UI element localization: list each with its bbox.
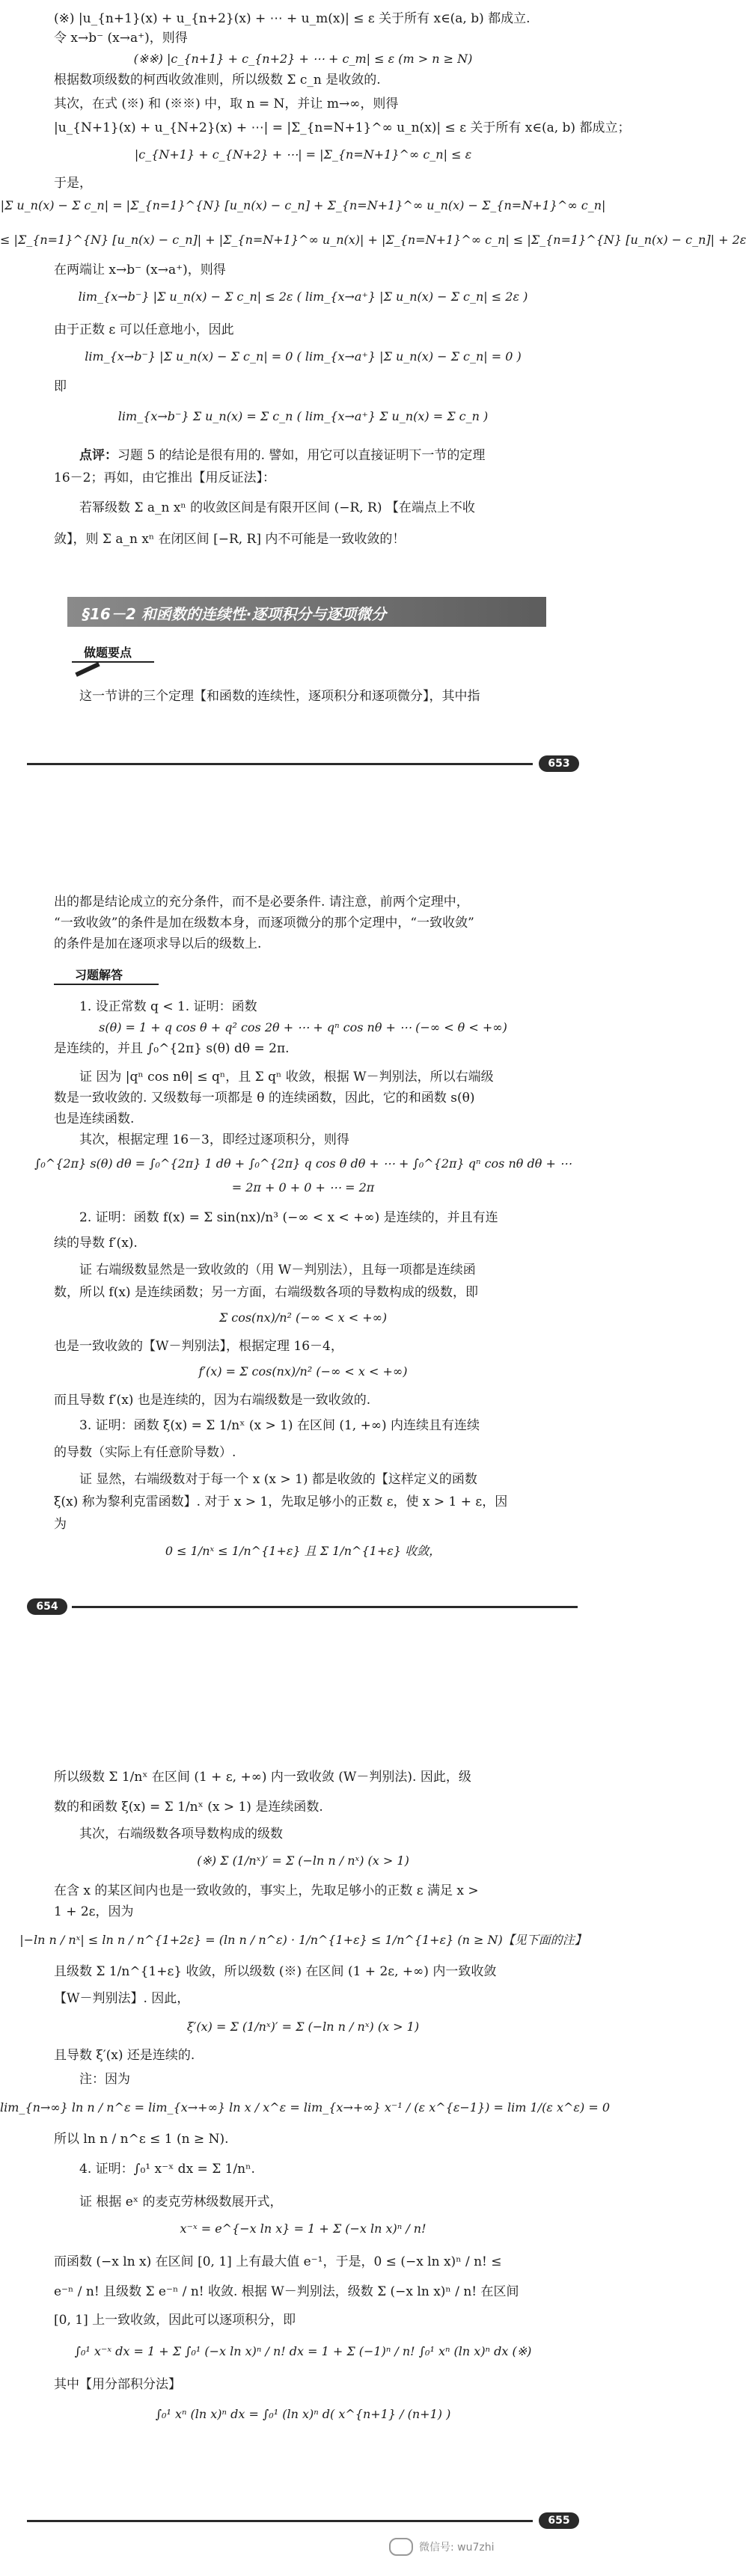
text-line: 1 + 2ε，因为 (54, 1904, 134, 1919)
text-line: 其次，右端级数各项导数构成的级数 (79, 1827, 283, 1841)
equation: lim_{x→b⁻} |Σ u_n(x) − Σ c_n| ≤ 2ε ( lim_{x→a⁺} |Σ u_n(x) − Σ c_n| ≤ 2ε ) (78, 289, 528, 304)
note-label: 注：因为 (79, 2072, 130, 2087)
tag-underline (54, 984, 159, 985)
text-line: 即 (54, 379, 67, 394)
tag-underline (72, 661, 154, 663)
wechat-icon (389, 2538, 413, 2556)
equation: f′(x) = Σ cos(nx)/n² (−∞ < x < +∞) (198, 1364, 408, 1379)
footer-rule (27, 2520, 533, 2522)
text-line: 出的都是结论成立的充分条件，而不是必要条件. 请注意，前两个定理中， (54, 895, 469, 910)
equation: lim_{x→b⁻} |Σ u_n(x) − Σ c_n| = 0 ( lim_{x→a⁺} |Σ u_n(x) − Σ c_n| = 0 ) (85, 349, 522, 364)
text-line: 数，所以 f(x) 是连续函数；另一方面，右端级数各项的导数构成的级数，即 (54, 1285, 478, 1300)
equation: lim_{x→b⁻} Σ u_n(x) = Σ c_n ( lim_{x→a⁺} Σ u_n(x) = Σ c_n ) (117, 409, 489, 423)
text-line: 且级数 Σ 1/n^{1+ε} 收敛，所以级数 (※) 在区间 (1 + 2ε, +∞) 内一致收敛 (54, 1964, 497, 1979)
text-line: 而函数 (−x ln x) 在区间 [0, 1] 上有最大值 e⁻¹，于是，0 ≤ (−x ln x)ⁿ / n! ≤ (54, 2254, 502, 2269)
text-line: 的导数（实际上有任意阶导数）. (54, 1445, 236, 1460)
equation: s(θ) = 1 + q cos θ + q² cos 2θ + ⋯ + qⁿ cos nθ + ⋯ (−∞ < θ < +∞) (99, 1020, 507, 1034)
equation: x⁻ˣ = e^{−x ln x} = 1 + Σ (−x ln x)ⁿ / n! (180, 2221, 426, 2236)
page-654 (0, 819, 606, 1694)
text-line: ξ(x) 称为黎利克雷函数】. 对于 x > 1，先取足够小的正数 ε，使 x > 1 + ε，因 (54, 1494, 508, 1509)
equation: ξ′(x) = Σ (1/nˣ)′ = Σ (−ln n / nˣ) (x > 1) (186, 2020, 420, 2034)
equation: ∫₀^{2π} s(θ) dθ = ∫₀^{2π} 1 dθ + ∫₀^{2π} q cos θ dθ + ⋯ + ∫₀^{2π} qⁿ cos nθ dθ + ⋯ (34, 1156, 572, 1171)
equation: ≤ |Σ_{n=1}^{N} [u_n(x) − c_n]| + |Σ_{n=N+1}^∞ u_n(x)| + |Σ_{n=N+1}^∞ c_n| ≤ |Σ_{n=1}^{N} [u_n(x) − c_n]| + 2ε (0, 233, 746, 247)
comment (79, 447, 485, 464)
equation: = 2π + 0 + 0 + ⋯ = 2π (231, 1180, 375, 1195)
equation: |−ln n / nˣ| ≤ ln n / n^{1+2ε} = (ln n / n^ε) · 1/n^{1+ε} ≤ 1/n^{1+ε} (n ≥ N)【见下面的注】 (19, 1933, 587, 1947)
equation: Σ cos(nx)/n² (−∞ < x < +∞) (218, 1310, 388, 1325)
page-number: 655 (539, 2512, 579, 2529)
section-title: §16－2 和函数的连续性·逐项积分与逐项微分 (82, 605, 387, 623)
text-line: |u_{N+1}(x) + u_{N+2}(x) + ⋯| = |Σ_{n=N+1}^∞ u_n(x)| ≤ ε 关于所有 x∈(a, b) 都成立； (54, 120, 631, 135)
text-line: 于是， (54, 176, 92, 191)
text-line: e⁻ⁿ / n! 且级数 Σ e⁻ⁿ / n! 收敛. 根据 W－判别法，级数 Σ (−x ln x)ⁿ / n! 在区间 (54, 2284, 519, 2299)
text-line: 为 (54, 1517, 67, 1532)
text-line: 也是一致收敛的【W－判别法】，根据定理 16－4， (54, 1339, 343, 1354)
text-line: 证 右端级数显然是一致收敛的（用 W－判别法），且每一项都是连续函 (79, 1263, 476, 1278)
text-line: 这一节讲的三个定理【和函数的连续性，逐项积分和逐项微分】，其中指 (79, 689, 480, 704)
footer-rule (72, 1606, 578, 1608)
problem-1: 1. 设正常数 q < 1. 证明：函数 (79, 999, 257, 1014)
text-line: [0, 1] 上一致收敛，因此可以逐项积分，即 (54, 2313, 296, 2328)
text-line: 令 x→b⁻ (x→a⁺)，则得 (54, 31, 188, 46)
text-line: 证 显然，右端级数对于每一个 x (x > 1) 都是收敛的【这样定义的函数 (79, 1472, 477, 1487)
text-line: 且导数 ξ′(x) 还是连续的. (54, 2048, 195, 2063)
equation: ∫₀¹ x⁻ˣ dx = 1 + Σ ∫₀¹ (−x ln x)ⁿ / n! dx = 1 + Σ (−1)ⁿ / n! ∫₀¹ xⁿ (ln x)ⁿ dx (※) (74, 2344, 532, 2358)
page-655 (0, 1694, 610, 2576)
text-line: 证 因为 |qⁿ cos nθ| ≤ qⁿ，且 Σ qⁿ 收敛，根据 W－判别法，所以右端级 (79, 1070, 494, 1085)
problem-3: 3. 证明：函数 ξ(x) = Σ 1/nˣ (x > 1) 在区间 (1, +∞) 内连续且有连续 (79, 1418, 480, 1433)
text-line: 所以 ln n / n^ε ≤ 1 (n ≥ N). (54, 2132, 229, 2147)
text-line: 在含 x 的某区间内也是一致收敛的，事实上，先取足够小的正数 ε 满足 x > (54, 1883, 479, 1898)
equation: 0 ≤ 1/nˣ ≤ 1/n^{1+ε} 且 Σ 1/n^{1+ε} 收敛， (165, 1544, 441, 1558)
tag-solutions: 习题解答 (75, 968, 123, 982)
text-line: (※) |u_{n+1}(x) + u_{n+2}(x) + ⋯ + u_m(x)| ≤ ε 关于所有 x∈(a, b) 都成立. (54, 11, 531, 26)
footer-rule (27, 763, 533, 765)
text-line: 其次，根据定理 16－3，即经过逐项积分，则得 (79, 1132, 349, 1147)
equation: ∫₀¹ xⁿ (ln x)ⁿ dx = ∫₀¹ (ln x)ⁿ d( x^{n+1} / (n+1) ) (155, 2407, 451, 2421)
page-653 (0, 0, 746, 819)
text-line: “一致收敛”的条件是加在级数本身，而逐项微分的那个定理中，“一致收敛” (54, 916, 474, 930)
comment-label: 点评： (79, 448, 117, 463)
equation: (※) Σ (1/nˣ)′ = Σ (−ln n / nˣ) (x > 1) (197, 1853, 409, 1868)
text-line: 根据数项级数的柯西收敛准则，所以级数 Σ c_n 是收敛的. (54, 73, 381, 88)
text-line: 也是连续函数. (54, 1111, 135, 1126)
text-line: 的条件是加在逐项求导以后的级数上. (54, 936, 262, 951)
watermark: 微信号: wu7zhi (419, 2542, 495, 2554)
equation: |Σ u_n(x) − Σ c_n| = |Σ_{n=1}^{N} [u_n(x) − c_n] + Σ_{n=N+1}^∞ u_n(x) − Σ_{n=N+1}^∞ c_n| (0, 198, 606, 212)
equation: lim_{n→∞} ln n / n^ε = lim_{x→+∞} ln x / x^ε = lim_{x→+∞} x⁻¹ / (ε x^{ε−1}) = lim 1/(ε x^ε) = 0 (0, 2100, 610, 2115)
text-line: 数的和函数 ξ(x) = Σ 1/nˣ (x > 1) 是连续函数. (54, 1800, 323, 1815)
text-line: 其中【用分部积分法】 (54, 2377, 181, 2392)
text-line: 由于正数 ε 可以任意地小，因此 (54, 322, 234, 337)
equation: (※※) |c_{n+1} + c_{n+2} + ⋯ + c_m| ≤ ε (m > n ≥ N) (133, 52, 473, 66)
text-line: 而且导数 f′(x) 也是连续的，因为右端级数是一致收敛的. (54, 1393, 371, 1408)
text-line: 所以级数 Σ 1/nˣ 在区间 (1 + ε, +∞) 内一致收敛 (W－判别法). 因此，级 (54, 1770, 471, 1785)
text-line: 是连续的，并且 ∫₀^{2π} s(θ) dθ = 2π. (54, 1041, 290, 1056)
page-number: 653 (539, 755, 579, 772)
page-number: 654 (27, 1598, 67, 1615)
text-line: 续的导数 f′(x). (54, 1236, 138, 1251)
problem-4: 4. 证明：∫₀¹ x⁻ˣ dx = Σ 1/nⁿ. (79, 2162, 255, 2177)
text-line: 【W－判别法】. 因此， (54, 1991, 190, 2006)
tag-points: 做题要点 (84, 645, 132, 660)
text-line: 其次，在式 (※) 和 (※※) 中，取 n = N，并让 m→∞，则得 (54, 96, 399, 111)
comment-text: 习题 5 的结论是很有用的. 譬如，用它可以直接证明下一节的定理 (117, 448, 486, 463)
text-line: 若幂级数 Σ a_n xⁿ 的收敛区间是有限开区间 (−R, R) 【在端点上不收 (79, 500, 475, 515)
text-line: 16－2；再如，由它推出【用反证法】： (54, 470, 275, 485)
pen-icon (75, 662, 100, 677)
text-line: 证 根据 eˣ 的麦克劳林级数展开式， (79, 2195, 283, 2209)
equation: |c_{N+1} + c_{N+2} + ⋯| = |Σ_{n=N+1}^∞ c_n| ≤ ε (134, 147, 472, 162)
text-line: 数是一致收敛的. 又级数每一项都是 θ 的连续函数，因此，它的和函数 s(θ) (54, 1091, 475, 1105)
problem-2: 2. 证明：函数 f(x) = Σ sin(nx)/n³ (−∞ < x < +∞) 是连续的，并且有连 (79, 1210, 498, 1225)
text-line: 敛】，则 Σ a_n xⁿ 在闭区间 [−R, R] 内不可能是一致收敛的！ (54, 532, 406, 547)
text-line: 在两端让 x→b⁻ (x→a⁺)，则得 (54, 263, 226, 277)
